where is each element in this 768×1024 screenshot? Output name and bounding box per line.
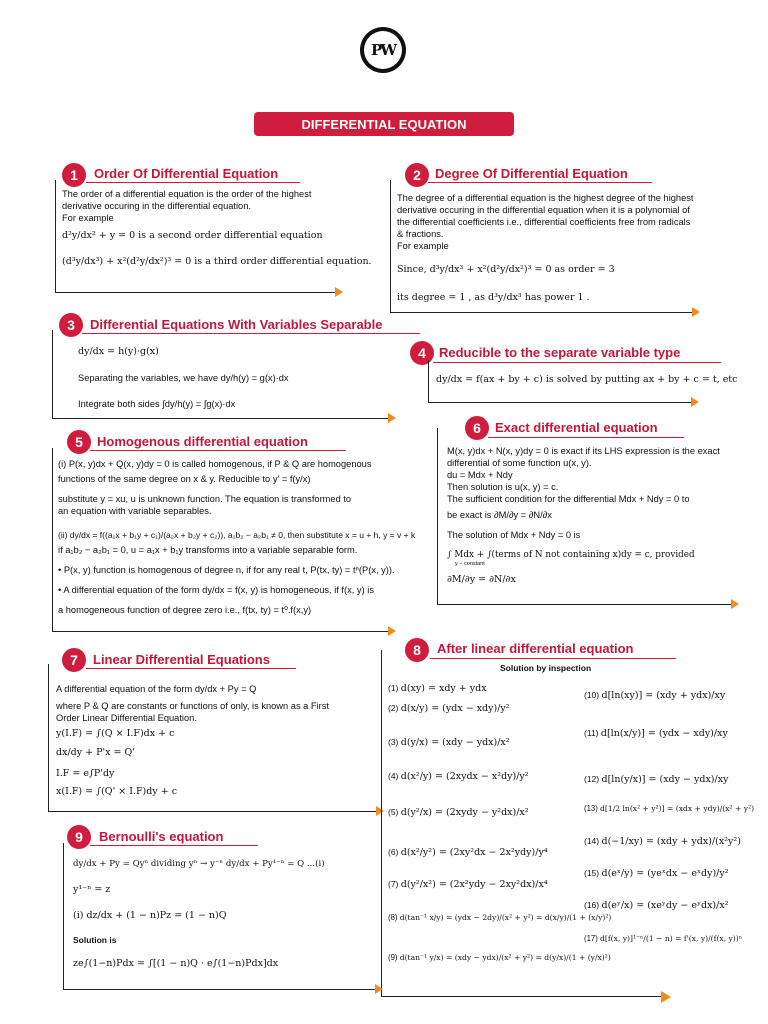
section-2-example-2: its degree = 1 , as d³y/dx³ has power 1 . xyxy=(397,292,590,303)
section-3-badge: 3 xyxy=(59,313,83,337)
identity-number: (1) xyxy=(388,683,399,693)
section-7-bottom-border xyxy=(48,811,376,812)
section-3-equation-3: Integrate both sides ∫dy/h(y) = ∫g(x)·dx xyxy=(78,399,236,409)
identity-expression: d(x²/y²) = (2xy²dx − 2x²ydy)/y⁴ xyxy=(400,847,548,858)
section-5-bottom-border xyxy=(52,631,388,632)
section-1-underline xyxy=(86,182,300,183)
section-4-equation: dy/dx = f(ax + by + c) is solved by putting ax + by + c = t, etc xyxy=(436,374,738,385)
section-6-title: Exact differential equation xyxy=(495,420,658,435)
identity-number: (16) xyxy=(584,900,600,910)
arrow-icon xyxy=(376,806,384,816)
identity-row xyxy=(584,900,764,934)
section-9-bottom-border xyxy=(63,989,375,990)
section-6-line-1: M(x, y)dx + N(x, y)dy = 0 is exact if its LHS expression is the exact differential of some function u(x, y). xyxy=(447,446,720,468)
identity-row xyxy=(388,683,574,703)
section-5-line-8: • A differential equation of the form dy/dx = f(x, y) is homogeneous, if f(x, y) is xyxy=(58,585,374,595)
section-5-line-2: functions of the same degree on x & y. Reducible to y' = f(y/x) xyxy=(58,474,311,484)
section-5-border xyxy=(52,448,53,631)
section-4-border xyxy=(428,360,429,402)
identity-row xyxy=(388,847,574,879)
section-8-bottom-border xyxy=(381,996,661,997)
section-1-body xyxy=(62,188,372,268)
identity-expression: d(y/x) = (xdy − ydx)/x² xyxy=(400,737,510,748)
identity-row xyxy=(584,868,764,900)
section-6-border xyxy=(437,428,438,604)
section-5-line-9: a homogeneous function of degree zero i.e., f(tx, ty) = t⁰.f(x,y) xyxy=(58,605,312,615)
section-9-body xyxy=(73,858,373,970)
section-7-body xyxy=(56,683,346,798)
identity-number: (15) xyxy=(584,868,600,878)
section-7-underline xyxy=(86,668,296,669)
identity-row xyxy=(584,836,764,868)
section-9-border xyxy=(63,843,64,989)
section-2-underline xyxy=(428,182,652,183)
arrow-icon xyxy=(388,626,396,636)
section-1-example-1: d²y/dx² + y = 0 is a second order differential equation xyxy=(62,230,323,241)
section-9-line-3: (i) dz/dx + (1 − n)Pz = (1 − n)Q xyxy=(73,910,227,921)
section-5-line-4: an equation with variable separables. xyxy=(58,506,212,516)
section-1-title: Order Of Differential Equation xyxy=(94,166,279,181)
section-1-bottom-border xyxy=(55,292,335,293)
section-2-body xyxy=(397,192,695,304)
arrow-icon xyxy=(335,287,343,297)
identity-row xyxy=(388,737,574,771)
pw-logo xyxy=(360,27,406,73)
section-6-line-5: be exact is ∂M/∂y = ∂N/∂x xyxy=(447,510,552,520)
section-5-badge: 5 xyxy=(67,430,91,454)
identity-number: (14) xyxy=(584,836,600,846)
identity-row xyxy=(388,807,574,847)
page-title: DIFFERENTIAL EQUATION xyxy=(254,112,514,136)
logo-text: PW xyxy=(364,31,402,69)
section-4-badge: 4 xyxy=(410,341,434,365)
section-1-border xyxy=(55,180,56,292)
identity-number: (4) xyxy=(388,771,399,781)
identity-row xyxy=(388,703,574,737)
section-7-line-6: x(I.F) = ∫(Q' × I.F)dy + c xyxy=(56,786,178,797)
identity-number: (17) xyxy=(584,934,598,943)
arrow-icon xyxy=(375,984,383,994)
identity-row xyxy=(584,804,764,836)
identity-expression: d(eʸ/x) = (xeʸdy − eʸdx)/x² xyxy=(601,900,729,911)
identity-expression: d[ln(x/y)] = (ydx − xdy)/xy xyxy=(600,728,728,739)
identity-expression: d(eˣ/y) = (yeˣdx − eˣdy)/y² xyxy=(601,868,729,879)
identity-expression: d(y²/x) = (2xydy − y²dx)/x² xyxy=(400,807,529,818)
identity-expression: d(tan⁻¹ x/y) = (ydx − 2dy)/(x² + y²) = d(x/y)/(1 + (x/y)²) xyxy=(399,913,612,922)
identity-expression: d(xy) = xdy + ydx xyxy=(400,683,487,694)
section-8-subtitle: Solution by inspection xyxy=(500,663,592,673)
section-5-line-6: if a₁b₂ − a₂b₁ = 0, u = a₁x + b₁y transforms into a variable separable form. xyxy=(58,545,358,555)
section-1-example-label: For example xyxy=(62,213,114,223)
section-5-underline xyxy=(90,450,346,451)
section-3-equation-2: Separating the variables, we have dy/h(y) = g(x)·dx xyxy=(78,373,289,383)
section-9-solution-label: Solution is xyxy=(73,935,117,945)
section-3-title: Differential Equations With Variables Separable xyxy=(90,317,383,332)
identity-number: (8) xyxy=(388,913,398,922)
section-6-body xyxy=(447,445,737,586)
identity-number: (3) xyxy=(388,737,399,747)
section-6-line-4: The sufficient condition for the differential Mdx + Ndy = 0 to xyxy=(447,494,690,504)
section-9-line-2: y¹⁻ⁿ = z xyxy=(73,884,111,895)
identity-row xyxy=(388,879,574,913)
section-6-line-8: ∂M/∂y = ∂N/∂x xyxy=(447,574,516,585)
section-2-example-1: Since, d³y/dx³ + x²(d²y/dx²)³ = 0 as order = 3 xyxy=(397,264,615,275)
section-7-line-2: where P & Q are constants or functions of only, is known as a First Order Linear Differential Equation. xyxy=(56,701,330,723)
section-8-underline xyxy=(430,658,676,659)
identity-number: (2) xyxy=(388,703,399,713)
section-3-body xyxy=(78,346,398,410)
identity-expression: d[f(x, y)]¹⁻ⁿ/(1 − n) = f'(x, y)/(f(x, y))ⁿ xyxy=(600,934,743,943)
section-2-badge: 2 xyxy=(405,163,429,187)
section-6-integral-limit: y − constant xyxy=(455,561,485,567)
identity-expression: d[ln(y/x)] = (xdy − ydx)/xy xyxy=(601,774,729,785)
section-2-bottom-border xyxy=(390,312,692,313)
section-6-line-3: Then solution is u(x, y) = c. xyxy=(447,482,559,492)
section-8-badge: 8 xyxy=(405,638,429,662)
identity-expression: d(x/y) = (ydx − xdy)/y² xyxy=(400,703,510,714)
identity-number: (6) xyxy=(388,847,399,857)
section-7-line-4: dx/dy + P'x = Q' xyxy=(56,747,135,758)
section-8-right-column xyxy=(584,690,764,968)
identity-expression: d[ln(xy)] = (xdy + ydx)/xy xyxy=(601,690,726,701)
section-5-title: Homogenous differential equation xyxy=(97,434,308,449)
identity-expression: d(tan⁻¹ y/x) = (xdy − ydx)/(x² + y²) = d(y/x)/(1 + (y/x)²) xyxy=(399,953,611,962)
identity-row xyxy=(584,690,764,728)
arrow-icon xyxy=(691,397,699,407)
section-6-badge: 6 xyxy=(465,416,489,440)
section-6-line-2: du = Mdx + Ndy xyxy=(447,470,513,480)
section-5-body xyxy=(58,458,416,616)
section-2-title: Degree Of Differential Equation xyxy=(435,166,628,181)
identity-number: (5) xyxy=(388,807,399,817)
section-4-title: Reducible to the separate variable type xyxy=(439,345,681,360)
section-6-bottom-border xyxy=(437,604,731,605)
section-7-border xyxy=(48,664,49,811)
section-5-line-5: (ii) dy/dx = f((a₁x + b₁y + c₁)/(a₂x + b₂y + c₂)), a₁b₂ − a₂b₁ ≠ 0, then substitute x = u + h, y = v + k xyxy=(58,530,416,540)
section-1-definition: The order of a differential equation is the order of the highest derivative occuring in the differential equation. xyxy=(62,189,312,211)
identity-number: (13) xyxy=(584,804,598,813)
section-6-underline xyxy=(488,437,684,438)
arrow-icon xyxy=(731,599,739,609)
section-3-bottom-border xyxy=(52,418,388,419)
arrow-icon xyxy=(661,991,671,1003)
section-6-line-6: The solution of Mdx + Ndy = 0 is xyxy=(447,530,581,540)
section-7-badge: 7 xyxy=(62,648,86,672)
section-3-underline xyxy=(82,333,420,334)
section-2-definition: The degree of a differential equation is the highest degree of the highest derivative occuring in the differential equation when it is a polynomial of the differential coefficients i.e., differential coefficients free from radicals & fractions. xyxy=(397,193,694,239)
section-1-badge: 1 xyxy=(62,163,86,187)
section-4-bottom-border xyxy=(428,402,691,403)
section-9-badge: 9 xyxy=(67,825,91,849)
section-9-solution: ze∫(1−n)Pdx = ∫[(1 − n)Q · e∫(1−n)Pdx]dx xyxy=(73,958,279,969)
arrow-icon xyxy=(692,307,700,317)
section-8-border xyxy=(381,650,382,996)
section-9-title: Bernoulli's equation xyxy=(99,829,224,844)
section-2-example-label: For example xyxy=(397,241,449,251)
identity-number: (12) xyxy=(584,774,600,784)
section-8-title: After linear differential equation xyxy=(437,641,634,656)
identity-row xyxy=(584,934,764,968)
section-6-line-7: ∫ Mdx + ∫(terms of N not containing x)dy = c, provided xyxy=(447,550,695,560)
section-3-equation-1: dy/dx = h(y)·g(x) xyxy=(78,346,159,357)
section-1-example-2: (d³y/dx³) + x²(d²y/dx²)³ = 0 is a third order differential equation. xyxy=(62,256,372,267)
section-5-line-7: • P(x, y) function is homogenous of degree n, if for any real t, P(tx, ty) = tⁿ(P(x, y)). xyxy=(58,565,395,575)
identity-row xyxy=(388,771,574,807)
section-7-title: Linear Differential Equations xyxy=(93,652,270,667)
arrow-icon xyxy=(388,413,396,423)
identity-number: (10) xyxy=(584,690,600,700)
section-5-line-1: (i) P(x, y)dx + Q(x, y)dy = 0 is called homogenous, if P & Q are homogenous xyxy=(58,459,372,469)
identity-expression: d[1/2 ln(x² + y²)] = (xdx + ydy)/(x² + y²) xyxy=(600,804,755,813)
identity-number: (11) xyxy=(584,728,599,738)
identity-expression: d(−1/xy) = (xdy + ydx)/(x²y²) xyxy=(601,836,741,847)
section-9-line-1: dy/dx + Py = Qyⁿ dividing yⁿ → y⁻ⁿ dy/dx + Py¹⁻ⁿ = Q ...(i) xyxy=(73,859,325,869)
section-7-line-1: A differential equation of the form dy/dx + Py = Q xyxy=(56,684,257,694)
identity-number: (7) xyxy=(388,879,399,889)
section-4-underline xyxy=(433,362,721,363)
section-9-underline xyxy=(90,845,258,846)
identity-row xyxy=(584,728,764,774)
section-3-border xyxy=(52,330,53,418)
identity-expression: d(x²/y) = (2xydx − x²dy)/y² xyxy=(400,771,529,782)
section-2-border xyxy=(390,180,391,312)
section-7-line-5: I.F = e∫P'dy xyxy=(56,768,115,779)
section-7-line-3: y(I.F) = ∫(Q × I.F)dx + c xyxy=(56,728,175,739)
identity-row xyxy=(388,953,611,989)
identity-expression: d(y²/x²) = (2x²ydy − 2xy²dx)/x⁴ xyxy=(400,879,548,890)
identity-row xyxy=(584,774,764,804)
section-5-line-3: substitute y = xu, u is unknown function. The equation is transformed to xyxy=(58,494,352,504)
identity-number: (9) xyxy=(388,953,398,962)
